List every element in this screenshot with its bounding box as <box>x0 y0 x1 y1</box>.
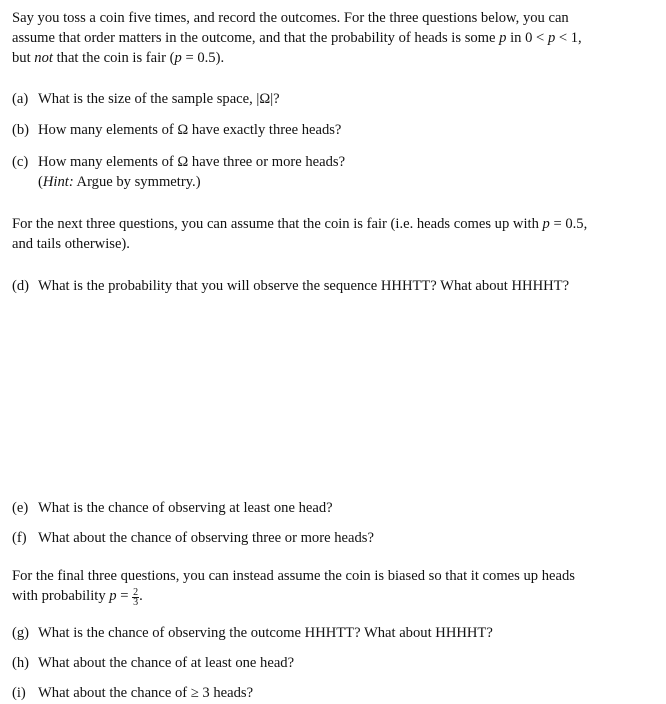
question-c <box>12 152 345 192</box>
biased-line-1: For the final three questions, you can instead assume the coin is biased so that it comes up heads <box>12 568 575 584</box>
question-text: What about the chance of ≥ 3 heads? <box>38 685 254 701</box>
question-text: What about the chance of at least one head? <box>38 655 295 671</box>
question-label: (f) <box>12 530 27 546</box>
question-b <box>12 120 341 140</box>
question-label: (a) <box>12 91 29 107</box>
question-label: (b) <box>12 122 30 138</box>
question-f <box>12 528 374 548</box>
fair-line-1: For the next three questions, you can assume that the coin is fair (i.e. heads comes up with p = 0.5, <box>12 216 588 232</box>
fair-coin-paragraph <box>12 214 642 254</box>
question-text: How many elements of Ω have three or more heads? <box>38 154 346 170</box>
question-label: (c) <box>12 154 29 170</box>
question-h <box>12 653 294 673</box>
fair-line-2: and tails otherwise). <box>12 236 130 252</box>
question-i <box>12 683 253 703</box>
question-text: What is the chance of observing the outcome HHHTT? What about HHHHT? <box>38 625 493 641</box>
question-d <box>12 276 569 296</box>
question-text: What about the chance of observing three or more heads? <box>38 530 374 546</box>
question-label: (h) <box>12 655 30 671</box>
biased-coin-paragraph <box>12 566 642 607</box>
intro-line-2: assume that order matters in the outcome, and that the probability of heads is some p in 0 < p < 1, <box>12 30 582 46</box>
question-text: What is the chance of observing at least one head? <box>38 500 333 516</box>
intro-line-3: but not that the coin is fair (p = 0.5). <box>12 50 225 66</box>
question-label: (i) <box>12 685 26 701</box>
question-c-hint: (Hint: Argue by symmetry.) <box>38 174 201 190</box>
biased-line-2: with probability p = $\frac{2}{3}$ . <box>12 587 143 608</box>
question-label: (e) <box>12 500 29 516</box>
question-text: What is the probability that you will observe the sequence HHHTT? What about HHHHT? <box>38 278 570 294</box>
question-g <box>12 623 493 643</box>
intro-paragraph <box>12 8 642 68</box>
intro-line-1: Say you toss a coin five times, and record the outcomes. For the three questions below, you can <box>12 10 569 26</box>
question-e <box>12 498 333 518</box>
question-a <box>12 89 280 109</box>
question-text: How many elements of Ω have exactly three heads? <box>38 122 342 138</box>
two-thirds-fraction: $\frac{2}{3}$ <box>133 587 139 608</box>
question-label: (g) <box>12 625 30 641</box>
question-text: What is the size of the sample space, |Ω|? <box>38 91 280 107</box>
question-label: (d) <box>12 278 30 294</box>
